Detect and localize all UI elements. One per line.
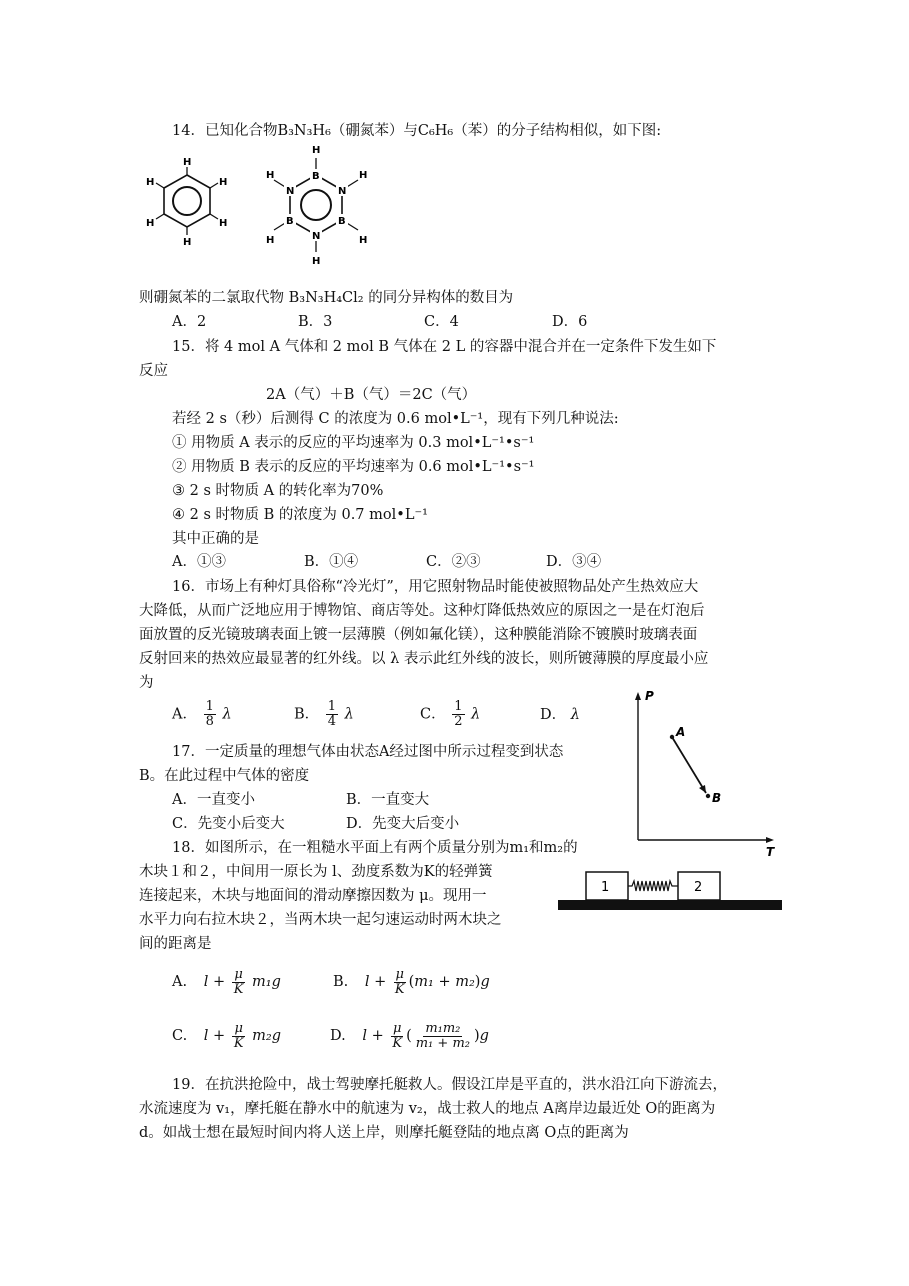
point-a [670,735,674,739]
q16-option-d-lambda: λ [570,707,580,723]
q19-line-1: 19．在抗洪抢险中，战士驾驶摩托艇救人。假设江岸是平直的，洪水沿江向下游流去， [172,1077,727,1093]
q15-stem-line2: 反应 [139,363,168,379]
q16-option-d [540,705,580,725]
spring [628,881,678,891]
q15-equation: 2A（气）＋B（气）＝2C（气） [266,387,477,403]
q16-line-3: 面放置的反光镜玻璃表面上镀一层薄膜（例如氟化镁），这种膜能消除不镀膜时玻璃表面 [139,627,698,643]
q15-option-b: B．①④ [304,554,359,570]
q18-line-5: 间的距离是 [139,936,212,952]
svg-text:H: H [266,235,275,246]
q15-condition: 若经 2 s（秒）后测得 C 的浓度为 0.6 mol•L⁻¹，现有下列几种说法: [172,411,619,427]
q17-option-a: A．一直变小 [172,792,255,808]
svg-text:N: N [338,186,347,197]
q16-option-c-lambda: λ [471,706,481,723]
svg-text:H: H [183,237,192,248]
q18-option-a-letter: A. [172,974,188,990]
q14-option-d: D．6 [552,314,588,330]
svg-text:H: H [266,170,275,181]
q16-option-a [172,700,232,729]
svg-text:B: B [286,216,294,227]
q16-option-a-letter: A． [172,706,197,723]
q16-line-4: 反射回来的热效应最显著的红外线。以 λ 表示此红外线的波长，则所镀薄膜的厚度最小应 [139,651,709,667]
q18-line-2: 木块１和２，中间用一原长为 l、劲度系数为K的轻弹簧 [139,864,493,880]
q16-line-5: 为 [139,675,154,691]
q15-ask: 其中正确的是 [172,531,259,547]
q15-stem-line1: 15．将 4 mol A 气体和 2 mol B 气体在 2 L 的容器中混合并在一定条件下发生如下 [172,339,717,355]
q18-option-a: A. l + $\frac{\mu}{K}$ m₁g [172,966,281,997]
svg-text:N: N [286,186,295,197]
svg-text:H: H [146,218,155,229]
svg-text:H: H [146,177,155,188]
q15-statement-4: ④ 2 s 时物质 B 的浓度为 0.7 mol•L⁻¹ [172,507,428,523]
q16-line-1: 16．市场上有种灯具俗称“冷光灯”，用它照射物品时能使被照物品处产生热效应大 [172,579,699,595]
process-line [672,737,706,793]
svg-text:H: H [359,235,368,246]
spring-blocks-figure [556,866,784,914]
ground [558,900,782,910]
q16-option-c-letter: C． [420,706,446,723]
q18-option-c-letter: C. [172,1028,188,1044]
q16-option-b [294,700,354,729]
q14-option-b: B．3 [298,314,333,330]
q16-option-a-lambda: λ [222,706,232,723]
benzene-structure-figure [140,155,240,255]
q17-line-1: 17．一定质量的理想气体由状态A经过图中所示过程变到状态 [172,744,564,760]
pt-graph-figure [620,688,780,858]
svg-text:H: H [219,218,228,229]
svg-text:H: H [183,157,192,168]
svg-text:H: H [219,177,228,188]
point-b [706,794,710,798]
q18-option-b: B. l + $\frac{\mu}{K}$ (m₁ + m₂)g [333,966,490,997]
q17-option-c: C．先变小后变大 [172,816,285,832]
svg-text:B: B [312,171,320,182]
q16-option-b-lambda: λ [344,706,354,723]
q18-line-4: 水平力向右拉木块２，当两木块一起匀速运动时两木块之 [139,912,502,928]
q16-option-b-letter: B． [294,706,320,723]
q15-option-d: D．③④ [546,554,602,570]
y-axis-label: P [645,689,654,703]
q17-line-2: B。在此过程中气体的密度 [139,768,310,784]
q16-option-d-letter: D． [540,707,567,723]
q17-option-b: B．一直变大 [346,792,430,808]
q15-option-a: A．①③ [172,554,226,570]
svg-text:H: H [312,256,321,267]
q16-option-a-fraction: $\frac{1}{8}$ [205,699,214,729]
q18-line-1: 18．如图所示，在一粗糙水平面上有两个质量分别为m₁和m₂的 [172,840,578,856]
borazine-structure-figure [258,140,378,280]
x-axis-label: T [766,845,775,858]
q18-option-d-letter: D. [330,1028,346,1044]
q15-option-c: C．②③ [426,554,481,570]
q15-statement-1: ① 用物质 A 表示的反应的平均速率为 0.3 mol•L⁻¹•s⁻¹ [172,435,535,451]
q18-option-c: C. l + $\frac{\mu}{K}$ m₂g [172,1020,281,1051]
q15-statement-2: ② 用物质 B 表示的反应的平均速率为 0.6 mol•L⁻¹•s⁻¹ [172,459,535,475]
q17-option-d: D．先变大后变小 [346,816,460,832]
q16-line-2: 大降低，从而广泛地应用于博物馆、商店等处。这种灯降低热效应的原因之一是在灯泡后 [139,603,705,619]
q16-option-c [420,700,480,729]
svg-text:2: 2 [694,880,703,895]
q19-line-2: 水流速度为 v₁，摩托艇在静水中的航速为 v₂，战士救人的地点 A离岸边最近处 O的距离为 [139,1101,716,1117]
q18-option-b-letter: B. [333,974,349,990]
q16-option-c-fraction: $\frac{1}{2}$ [454,699,463,729]
q16-option-b-fraction: $\frac{1}{4}$ [327,699,337,729]
svg-text:H: H [312,145,321,156]
point-a-label: A [676,725,686,739]
svg-text:N: N [312,231,321,242]
q18-option-d: D. l + $\frac{\mu}{K}$ ( $\frac{\text{m₁m₂}}{\text{m₁ + m₂}}$ )g [330,1020,489,1051]
svg-text:B: B [338,216,346,227]
q19-line-3: d。如战士想在最短时间内将人送上岸，则摩托艇登陆的地点离 O点的距离为 [139,1125,629,1141]
q14-question: 则硼氮苯的二氯取代物 B₃N₃H₄Cl₂ 的同分异构体的数目为 [139,290,514,306]
point-b-label: B [712,791,722,805]
q14-stem: 14．已知化合物B₃N₃H₆（硼氮苯）与C₆H₆（苯）的分子结构相似，如下图: [172,123,662,139]
q15-statement-3: ③ 2 s 时物质 A 的转化率为70% [172,483,384,499]
q14-option-a: A．2 [172,314,207,330]
q18-line-3: 连接起来，木块与地面间的滑动摩擦因数为 μ。现用一 [139,888,487,904]
q14-option-c: C．4 [424,314,459,330]
svg-text:1: 1 [601,880,610,895]
svg-text:H: H [359,170,368,181]
